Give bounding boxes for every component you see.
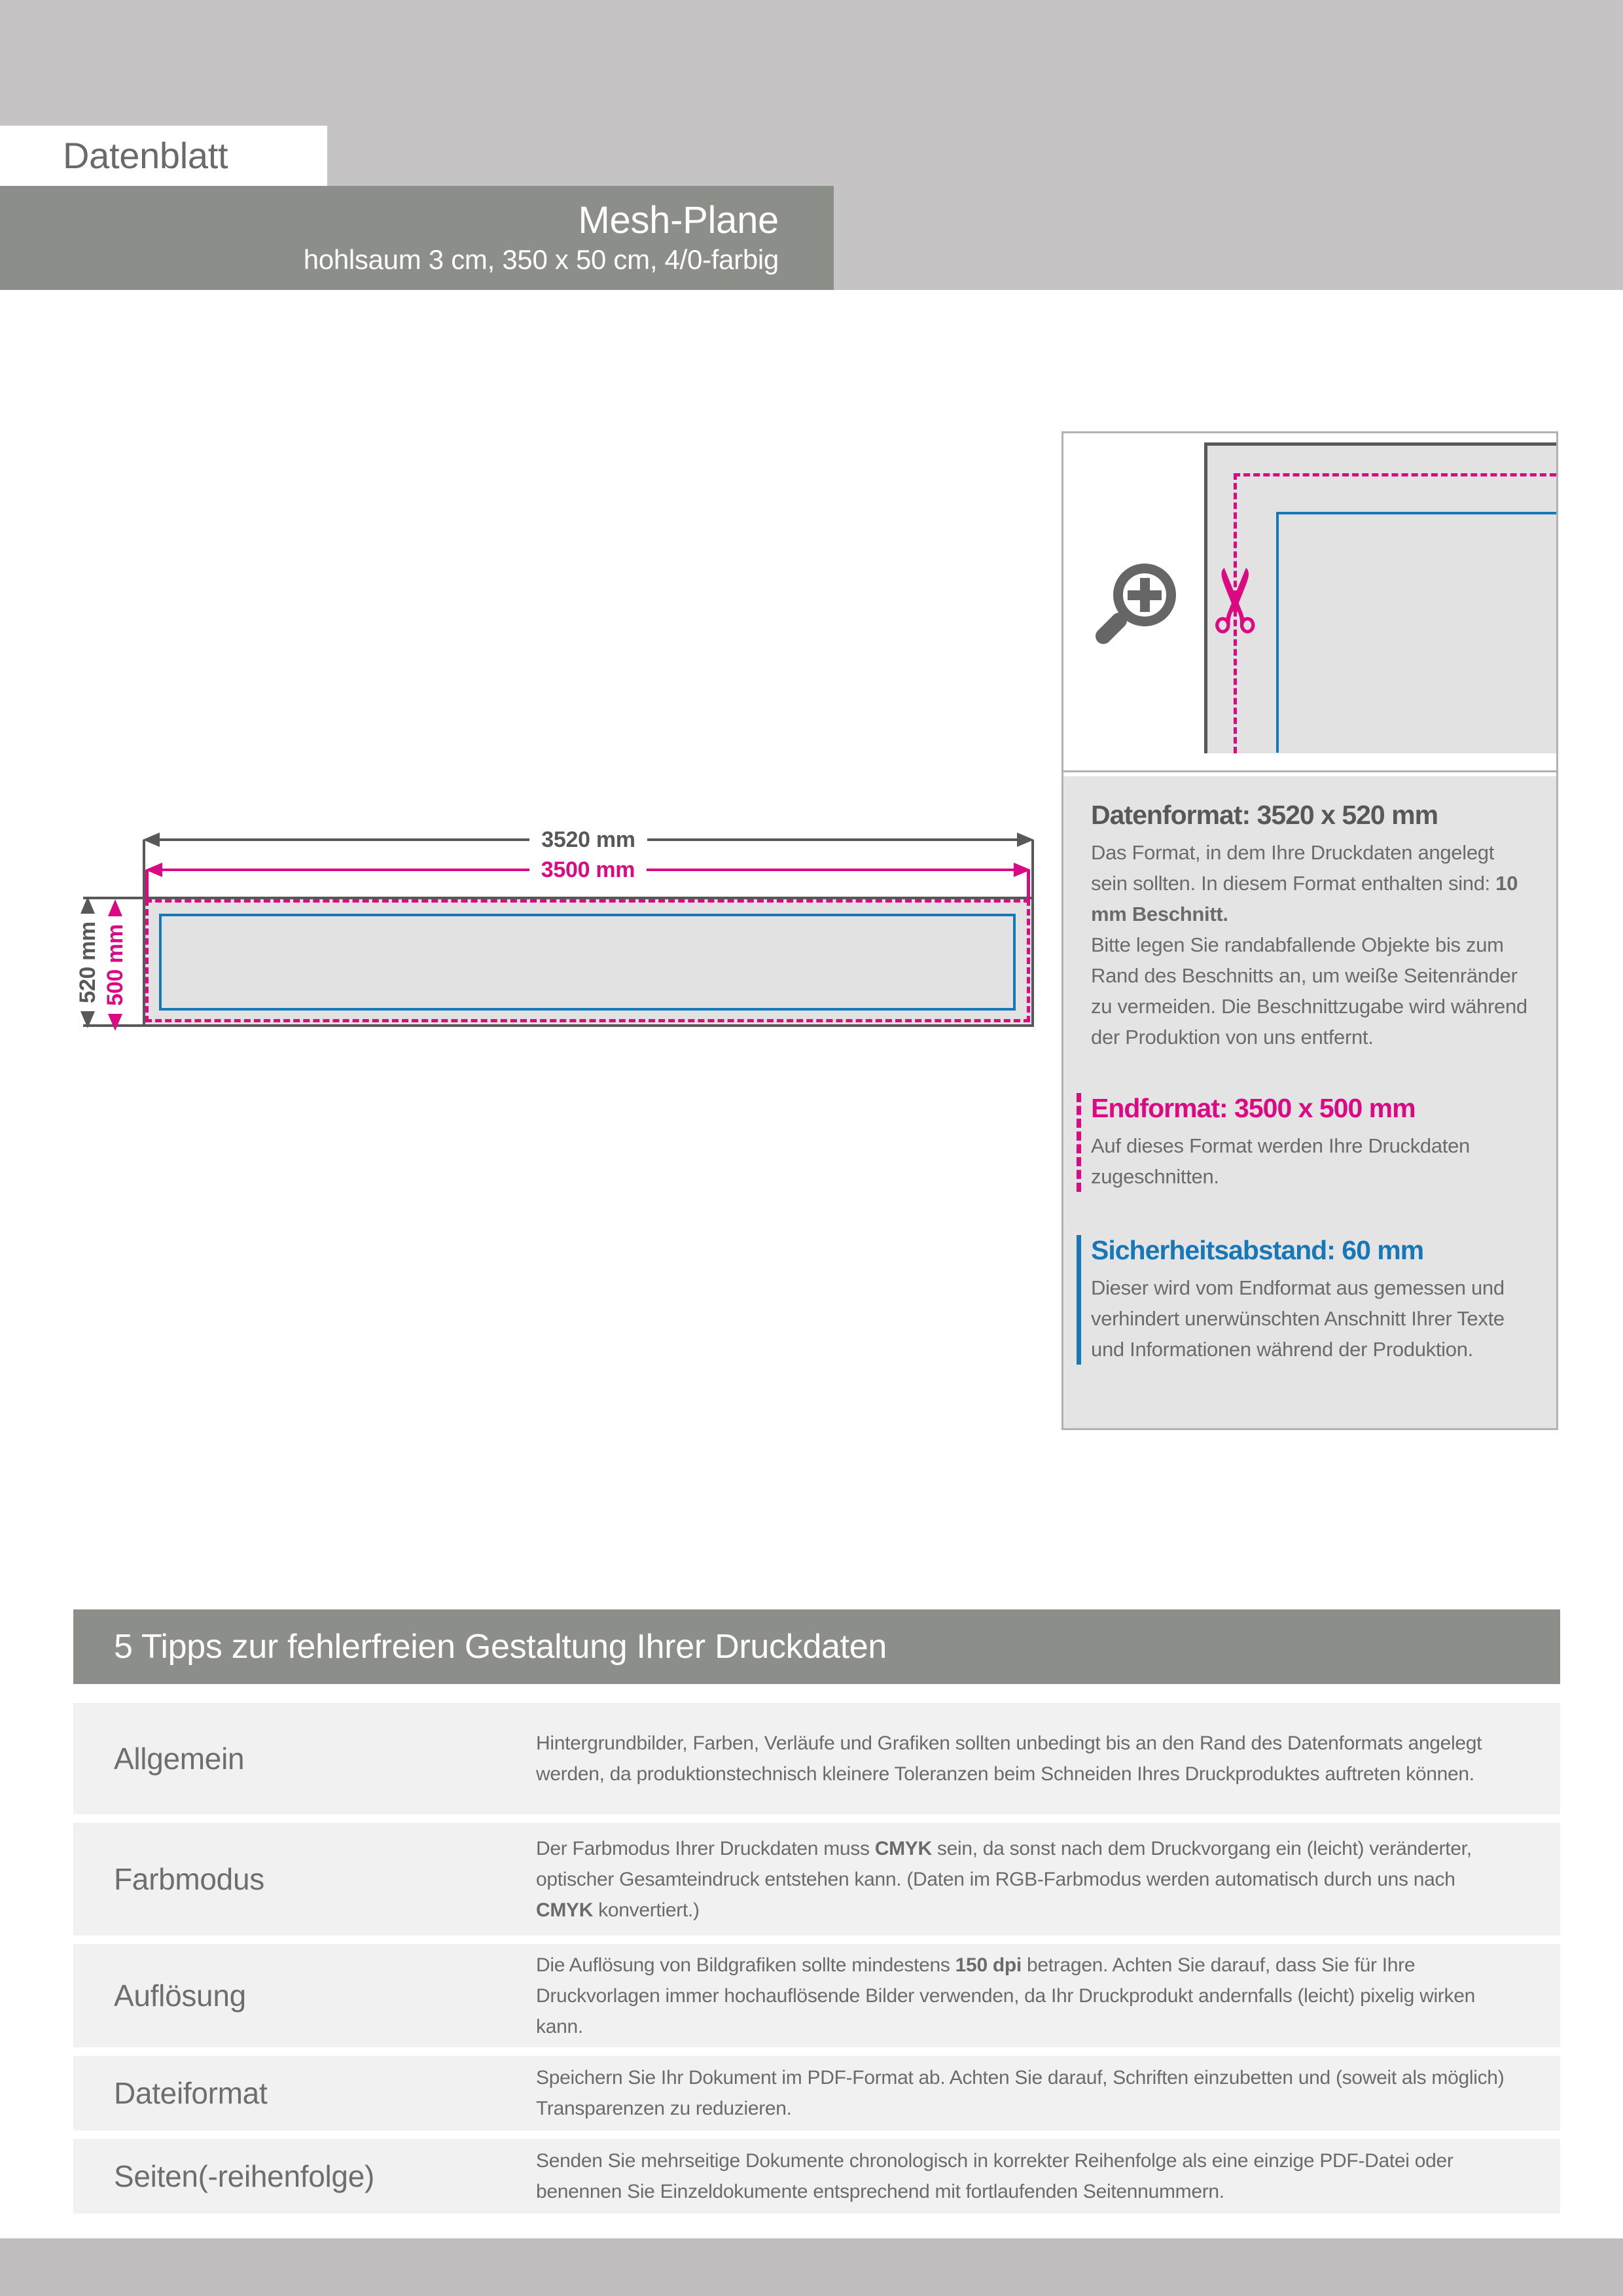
arrowhead-down-icon [108, 1014, 122, 1031]
dimension-outer-height [76, 897, 99, 1027]
doc-title: Datenblatt [63, 135, 228, 176]
sicherheitsabstand-body: Dieser wird vom Endformat aus gemessen und verhindert unerwünschten Anschnitt Ihrer Texte und Informationen während der Produktion. [1091, 1276, 1505, 1361]
doc-title-box [0, 126, 327, 186]
dimension-outer-width-label: 3520 mm [541, 827, 635, 852]
row-label: Farbmodus [114, 1862, 264, 1896]
dimension-inner-height [103, 899, 127, 1022]
arrowhead-up-icon [80, 897, 95, 914]
product-specs: hohlsaum 3 cm, 350 x 50 cm, 4/0-farbig [303, 243, 779, 275]
product-header-bar [0, 186, 834, 290]
endformat-section [1077, 1093, 1529, 1192]
dimension-outer-width [143, 828, 1034, 852]
sicherheitsabstand-section [1077, 1235, 1529, 1365]
row-label: Auflösung [114, 1979, 246, 2013]
tips-table [73, 1703, 1560, 2222]
arrowhead-right-icon [1014, 863, 1031, 877]
endformat-title: Endformat: 3500 x 500 mm [1091, 1093, 1416, 1123]
table-row [73, 2139, 1560, 2214]
footer-band [0, 2238, 1623, 2296]
safety-margin-rect [159, 914, 1016, 1011]
info-panel [1061, 431, 1558, 1430]
datenformat-title: Datenformat: 3520 x 520 mm [1091, 800, 1438, 830]
plus-icon [1140, 578, 1150, 612]
arrowhead-up-icon [108, 899, 122, 916]
datenformat-body2: Bitte legen Sie randabfallende Objekte bis zum Rand des Beschnitts an, um weiße Seitenränder zu vermeiden. Die Beschnittzugabe wird während der Produktion von uns entfernt. [1091, 933, 1527, 1049]
zoom-in-icon-handle [1092, 609, 1130, 647]
tips-header: 5 Tipps zur fehlerfreien Gestaltung Ihrer Druckdaten [73, 1609, 1560, 1684]
dimension-outer-height-label: 520 mm [75, 922, 100, 1003]
dimension-inner-width-label: 3500 mm [541, 857, 635, 882]
product-name: Mesh-Plane [578, 198, 779, 242]
row-label: Dateiformat [114, 2076, 268, 2110]
arrowhead-right-icon [1017, 833, 1034, 847]
row-label: Seiten(-reihenfolge) [114, 2159, 375, 2193]
row-description: Speichern Sie Ihr Dokument im PDF-Format ab. Achten Sie darauf, Schriften einzubetten und (soweit als möglich) Transparenzen zu reduzieren. [536, 2067, 1505, 2119]
row-description: Senden Sie mehrseitige Dokumente chronologisch in korrekter Reihenfolge als eine einzige PDF-Datei oder benennen Sie Einzeldokumente entsprechend mit fortlaufenden Seitennummern. [536, 2150, 1454, 2202]
arrowhead-down-icon [80, 1011, 95, 1028]
table-row [73, 1703, 1560, 1814]
safety-corner [1276, 512, 1556, 753]
datenformat-section [1091, 800, 1529, 1052]
table-row [73, 1944, 1560, 2047]
arrowhead-left-icon [143, 833, 160, 847]
info-panel-text [1063, 776, 1556, 1428]
row-description: Der Farbmodus Ihrer Druckdaten muss CMYK sein, da sonst nach dem Druckvorgang ein (leicht) veränderter, optischer Gesamteindruck entstehen kann. (Daten im RGB-Farbmodus werden automatisch durch uns nach CMYK konvertiert.) [536, 1837, 1472, 1921]
row-description: Hintergrundbilder, Farben, Verläufe und Grafiken sollten unbedingt bis an den Rand des Datenformats angelegt werden, da produktionstechnisch kleinere Toleranzen beim Schneiden Ihres Druckproduktes auftreten können. [536, 1732, 1482, 1785]
corner-zoom-illustration [1063, 433, 1556, 772]
dimension-inner-height-label: 500 mm [102, 924, 128, 1006]
table-row [73, 2056, 1560, 2130]
scissors-icon: ✂ [1185, 563, 1289, 637]
dimension-inner-width [145, 858, 1031, 882]
sicherheitsabstand-title: Sicherheitsabstand: 60 mm [1091, 1235, 1424, 1265]
row-description: Die Auflösung von Bildgrafiken sollte mindestens 150 dpi betragen. Achten Sie darauf, dass Sie für Ihre Druckvorlagen immer hochauflösende Bilder verwenden, da Ihr Druckprodukt andernfalls (leicht) pixelig wirken kann. [536, 1954, 1475, 2037]
datenformat-body1: Das Format, in dem Ihre Druckdaten angelegt sein sollten. In diesem Format enthalten sind: 10 mm Beschnitt. [1091, 841, 1518, 925]
endformat-body: Auf dieses Format werden Ihre Druckdaten zugeschnitten. [1091, 1134, 1470, 1188]
arrowhead-left-icon [145, 863, 162, 877]
table-row [73, 1823, 1560, 1935]
row-label: Allgemein [114, 1742, 245, 1776]
